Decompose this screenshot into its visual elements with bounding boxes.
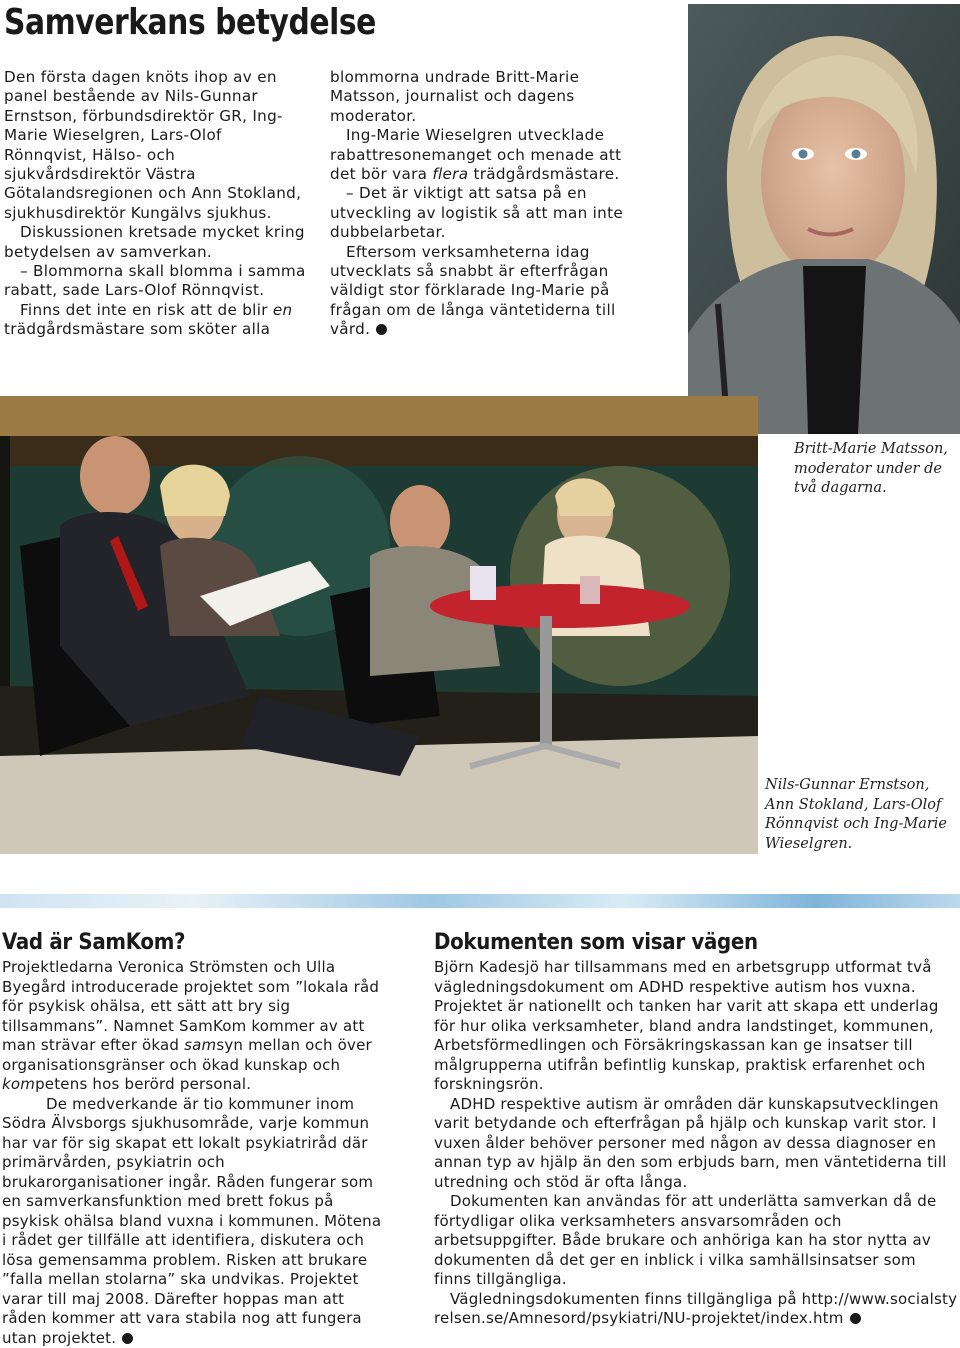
intro-column-1 <box>4 68 306 340</box>
intro-paragraph: Diskussionen kretsade mycket kring betydelsen av samverkan. <box>4 223 306 262</box>
dokument-column <box>434 958 958 1329</box>
intro-paragraph: Eftersom verksamheterna idag utvecklats så snabbt är efterfrågan väldigt stor förklarade Ing-Marie på frågan om de långa väntetiderna till vård. <box>330 243 634 340</box>
dokument-paragraph: Dokumenten kan användas för att underlätta samverkan då de förtydligar olika verksamheters ansvarsområden och arbetsuppgifter. Både brukare och anhöriga kan ha stor nytta av dokumenten då det ger en inblick i vilka samhällsinsatser som finns tillgängliga. <box>434 1192 958 1290</box>
samkom-column <box>2 958 390 1348</box>
page-title: Samverkans betydelse <box>4 2 376 43</box>
end-bullet-icon <box>376 324 387 335</box>
dokument-paragraph: Vägledningsdokumenten finns tillgängliga på http://www.socialstyrelsen.se/Amnesord/psykiatri/NU-projektet/index.htm <box>434 1290 958 1329</box>
end-bullet-icon <box>850 1313 861 1324</box>
intro-paragraph: Ing-Marie Wieselgren utvecklade rabattresonemanget och menade att det bör vara flera trädgårdsmästare. <box>330 126 634 184</box>
samkom-heading: Vad är SamKom? <box>2 930 185 955</box>
dokument-paragraph: Björn Kadesjö har tillsammans med en arbetsgrupp utformat två vägledningsdokument om ADHD respektive autism hos vuxna. Projektet är nationellt och tanken har varit att skapa ett underlag för hur olika verksamheter, bland andra landstinget, kommunen, Arbetsförmedlingen och Försäkringskassan kan ge insatser till målgrupperna utifrån befintlig kunskap, praktisk erfarenhet och forskningsrön. <box>434 958 958 1095</box>
panel-photo <box>0 396 758 854</box>
dokument-heading: Dokumenten som visar vägen <box>434 930 758 955</box>
panel-caption: Nils-Gunnar Ernstson, Ann Stokland, Lars-Olof Rönnqvist och Ing-Marie Wieselgren. <box>765 776 957 854</box>
portrait-caption: Britt-Marie Matsson, moderator under de två dagarna. <box>794 440 954 499</box>
intro-paragraph: – Blommorna skall blomma i samma rabatt, sade Lars-Olof Rönnqvist. <box>4 262 306 301</box>
samkom-paragraph: Projektledarna Veronica Strömsten och Ulla Byegård introducerade projektet som ”lokala råd för psykisk ohälsa, ett sätt att bry sig tillsammans”. Namnet SamKom kommer av att man strävar efter ökad samsyn mellan och över organisationsgränser och ökad kunskap och kompetens hos berörd personal. <box>2 958 390 1095</box>
dokument-paragraph: ADHD respektive autism är områden där kunskapsutvecklingen varit betydande och efterfrågan på hjälp och kunskap varit stor. I vuxen ålder behöver personer med någon av dessa diagnoser en annan typ av hjälp än den som erbjuds barn, men väntetiderna till utredning och stöd är ofta långa. <box>434 1095 958 1193</box>
intro-paragraph: Finns det inte en risk att de blir en trädgårdsmästare som sköter alla <box>4 301 306 340</box>
samkom-paragraph: De medverkande är tio kommuner inom Södra Älvsborgs sjukhusområde, varje kommun har var för sig skapat ett lokalt psykiatriråd där primärvården, psykiatrin och brukarorganisationer ingår. Råden fungerar som en samverkansfunktion med brett fokus på psykisk ohälsa bland vuxna i kommunen. Mötena i rådet ger tillfälle att identifiera, diskutera och lösa gemensamma problem. Risken att brukare ”falla mellan stolarna” ska undvikas. Projektet varar till maj 2008. Därefter hoppas man att råden kommer att vara stabila nog att fungera utan projektet. <box>2 1095 390 1348</box>
portrait-photo <box>688 4 960 434</box>
intro-paragraph: blommorna undrade Britt-Marie Matsson, journalist och dagens moderator. <box>330 68 634 126</box>
intro-paragraph: Den första dagen knöts ihop av en panel bestående av Nils-Gunnar Ernstson, förbundsdirektör GR, Ing-Marie Wieselgren, Lars-Olof Rönnqvist, Hälso- och sjukvårdsdirektör Västra Götalandsregionen och Ann Stokland, sjukhusdirektör Kungälvs sjukhus. <box>4 68 306 223</box>
intro-paragraph: – Det är viktigt att satsa på en utveckling av logistik så att man inte dubbelarbetar. <box>330 184 634 242</box>
end-bullet-icon <box>122 1333 133 1344</box>
decorative-band <box>0 894 960 908</box>
intro-column-2 <box>330 68 634 340</box>
